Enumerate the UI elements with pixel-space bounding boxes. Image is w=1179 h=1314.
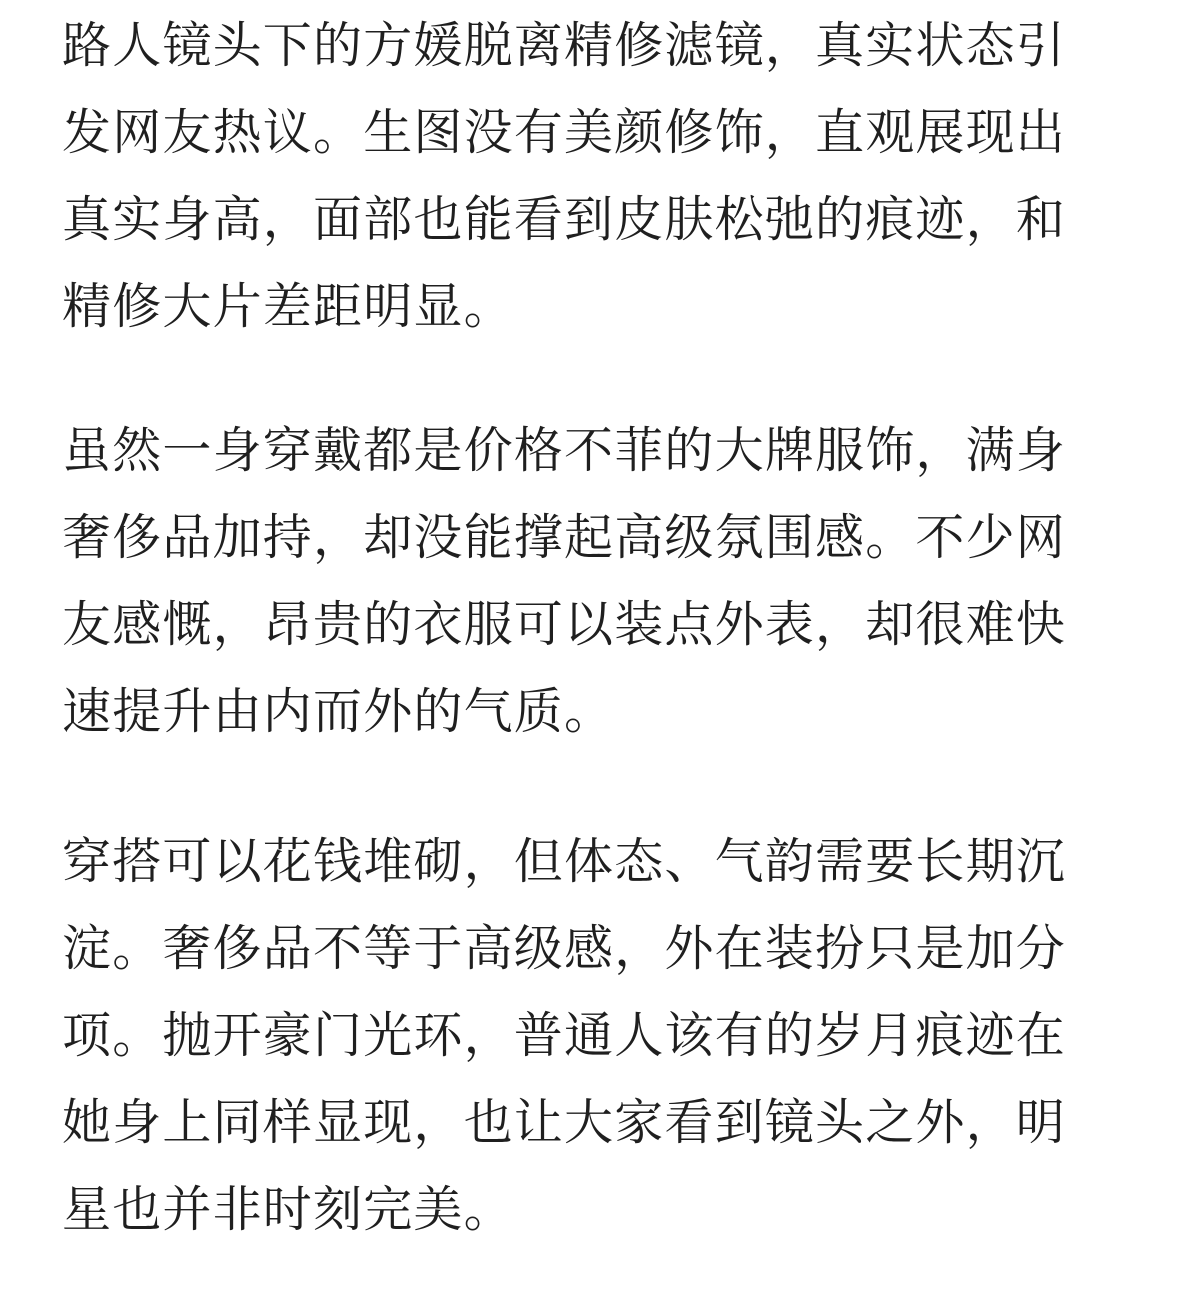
text-line: 她身上同样显现，也让大家看到镜头之外，明 (62, 1094, 1067, 1151)
paragraph-3 (62, 818, 1122, 1253)
paragraph-2 (62, 407, 1122, 755)
text-line: 星也并非时刻完美。 (62, 1181, 514, 1238)
text-line: 速提升由内而外的气质。 (62, 683, 615, 740)
text-line: 真实身高，面部也能看到皮肤松弛的痕迹，和 (62, 191, 1067, 248)
text-line: 穿搭可以花钱堆砌，但体态、气韵需要长期沉 (62, 833, 1067, 890)
text-line: 路人镜头下的方媛脱离精修滤镜，真实状态引 (62, 17, 1067, 74)
text-line: 精修大片差距明显。 (62, 278, 514, 335)
text-line: 项。抛开豪门光环，普通人该有的岁月痕迹在 (62, 1007, 1067, 1064)
text-line: 淀。奢侈品不等于高级感，外在装扮只是加分 (62, 920, 1067, 977)
text-line: 友感慨，昂贵的衣服可以装点外表，却很难快 (62, 596, 1067, 653)
text-line: 奢侈品加持，却没能撑起高级氛围感。不少网 (62, 509, 1067, 566)
text-line: 发网友热议。生图没有美颜修饰，直观展现出 (62, 104, 1067, 161)
paragraph-1 (62, 2, 1122, 350)
text-line: 虽然一身穿戴都是价格不菲的大牌服饰，满身 (62, 422, 1067, 479)
